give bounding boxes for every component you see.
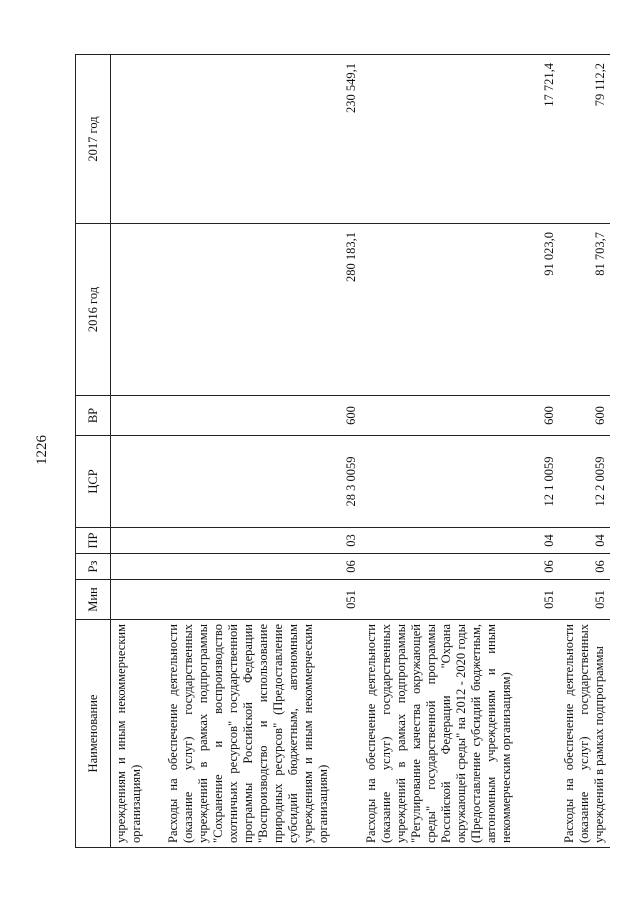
row-pr: 04	[361, 528, 559, 554]
row-rz: 06	[163, 554, 361, 580]
row-pr: 04	[559, 528, 610, 554]
budget-table	[75, 54, 610, 848]
row-rz: 06	[361, 554, 559, 580]
row-vr: 600	[163, 396, 361, 436]
header-vr: ВР	[76, 396, 111, 436]
row-pr: 03	[163, 528, 361, 554]
row-min: 051	[361, 580, 559, 620]
row-csr: 12 1 0059	[361, 436, 559, 528]
row-name: Расходы на обеспечение деятельности (оказание услуг) государственных учреждений в рамках подпрограммы "Сохранение и воспроизводство охотничьих ресурсов" государственной программы Российской Федерации "Воспроизводство и использование природных ресурсов" (Предоставление субсидий бюджетным, автономным учреждениям и иным некоммерческим организациям)	[163, 620, 361, 848]
row-csr	[111, 436, 163, 528]
table-row	[111, 55, 163, 848]
header-pr: ПР	[76, 528, 111, 554]
row-min: 051	[163, 580, 361, 620]
page-number-wrap	[34, 430, 51, 470]
row-2016	[111, 224, 163, 396]
row-2016: 91 023,0	[361, 224, 559, 396]
row-min: 051	[559, 580, 610, 620]
table-row	[163, 55, 361, 848]
row-name: Расходы на обеспечение деятельности (оказание услуг) государственных учреждений в рамках подпрограммы	[559, 620, 610, 848]
row-csr: 28 3 0059	[163, 436, 361, 528]
header-2016: 2016 год	[76, 224, 111, 396]
row-csr: 12 2 0059	[559, 436, 610, 528]
row-rz: 06	[559, 554, 610, 580]
table-row	[559, 55, 610, 848]
page-number: 1226	[34, 435, 50, 465]
budget-table-rotated	[75, 55, 605, 848]
row-min	[111, 580, 163, 620]
header-min: Мин	[76, 580, 111, 620]
row-2017: 230 549,1	[163, 55, 361, 224]
header-name: Наименование	[76, 620, 111, 848]
row-pr	[111, 528, 163, 554]
table-row	[361, 55, 559, 848]
row-2016: 280 183,1	[163, 224, 361, 396]
row-vr	[111, 396, 163, 436]
header-csr: ЦСР	[76, 436, 111, 528]
header-rz: Рз	[76, 554, 111, 580]
row-2017	[111, 55, 163, 224]
row-name: Расходы на обеспечение деятельности (оказание услуг) государственных учреждений в рамках подпрограммы "Регулирование качества окружающей среды" государственной программы Российской Федерации "Охрана окружающей среды" на 2012 - 2020 годы (Предоставление субсидий бюджетным, автономным учреждениям и иным некоммерческим организациям)	[361, 620, 559, 848]
row-name: учреждениям и иным некоммерческим организациям)	[111, 620, 163, 848]
row-2016: 81 703,7	[559, 224, 610, 396]
row-2017: 17 721,4	[361, 55, 559, 224]
table-header	[76, 55, 111, 848]
row-2017: 79 112,2	[559, 55, 610, 224]
row-vr: 600	[361, 396, 559, 436]
row-rz	[111, 554, 163, 580]
row-vr: 600	[559, 396, 610, 436]
header-2017: 2017 год	[76, 55, 111, 224]
